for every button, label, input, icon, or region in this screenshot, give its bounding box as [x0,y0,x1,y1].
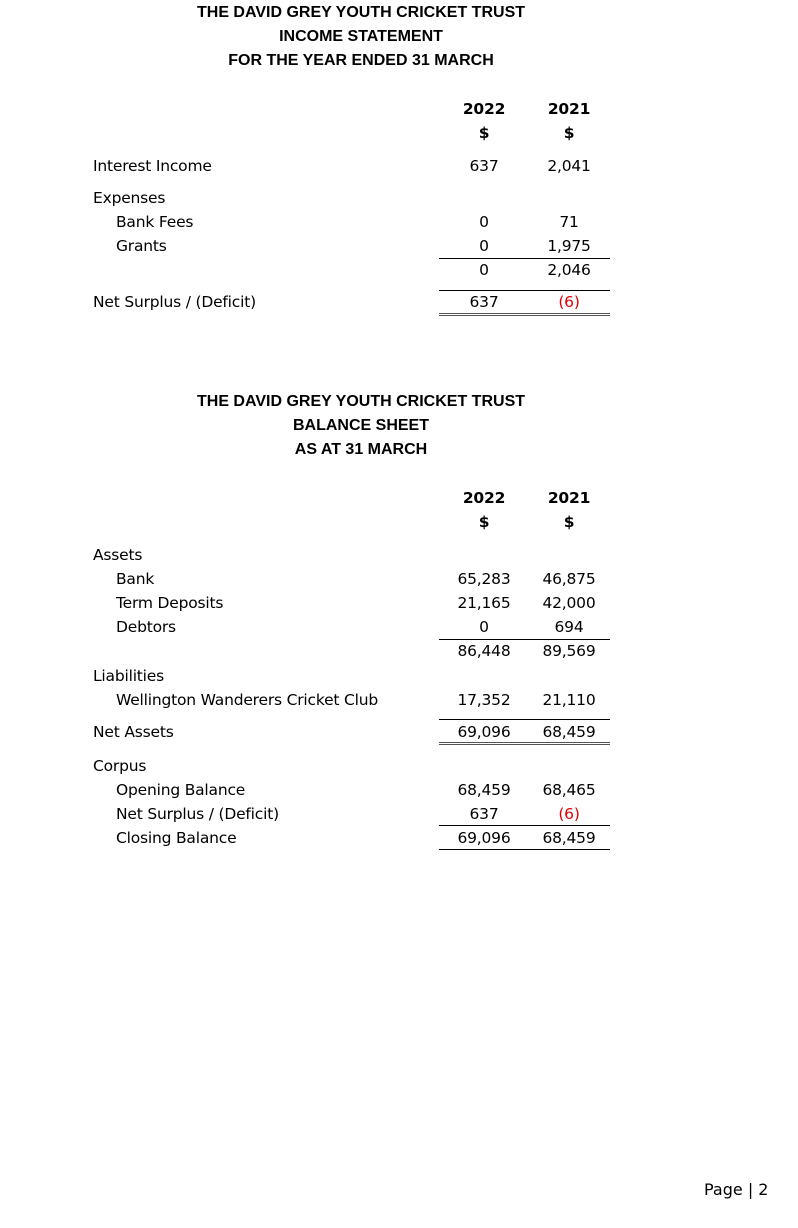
net-assets-2021: 68,459 [542,723,596,741]
grants-label: Grants [116,237,167,255]
net-assets-label: Net Assets [93,723,174,741]
bank-2021: 46,875 [542,570,596,588]
closing-balance-bottom-rule [439,849,610,850]
bs-col-header-2022: 2022 [462,489,506,507]
bank-2022: 65,283 [457,570,511,588]
net-surplus-label: Net Surplus / (Deficit) [93,293,256,311]
expenses-total-2022: 0 [479,261,489,279]
income-statement-period: FOR THE YEAR ENDED 31 MARCH [228,52,494,69]
closing-balance-top-rule [439,825,610,826]
net-surplus-2022: 637 [469,293,499,311]
debtors-2022: 0 [479,618,489,636]
term-deposits-2021: 42,000 [542,594,596,612]
balance-sheet-title: BALANCE SHEET [292,417,429,434]
is-currency-2021: $ [563,124,575,142]
wwcc-label: Wellington Wanderers Cricket Club [116,691,379,709]
debtors-2021: 694 [554,618,584,636]
expenses-total-2021: 2,046 [547,261,591,279]
interest-income-2022: 637 [469,157,499,175]
assets-total-2022: 86,448 [457,642,511,660]
closing-balance-label: Closing Balance [116,829,237,847]
assets-label: Assets [93,546,143,564]
balance-sheet-org-title: THE DAVID GREY YOUTH CRICKET TRUST [196,393,526,410]
opening-balance-2021: 68,465 [542,781,596,799]
bank-fees-label: Bank Fees [116,213,194,231]
balance-sheet-date: AS AT 31 MARCH [294,441,428,458]
is-col-header-2022: 2022 [462,100,506,118]
bs-currency-2021: $ [563,513,575,531]
term-deposits-2022: 21,165 [457,594,511,612]
grants-2022: 0 [479,237,489,255]
bs-col-header-2021: 2021 [547,489,591,507]
net-assets-2022: 69,096 [457,723,511,741]
income-statement-title: INCOME STATEMENT [279,28,443,45]
closing-balance-2022: 69,096 [457,829,511,847]
income-statement-org-title: THE DAVID GREY YOUTH CRICKET TRUST [196,4,526,21]
is-col-header-2021: 2021 [547,100,591,118]
debtors-label: Debtors [116,618,176,636]
corpus-label: Corpus [93,757,147,775]
wwcc-2021: 21,110 [542,691,596,709]
bs-currency-2022: $ [478,513,490,531]
page-number: Page | 2 [704,1180,769,1199]
grants-2021: 1,975 [547,237,591,255]
net-surplus-double-rule [439,313,610,316]
bank-fees-2022: 0 [479,213,489,231]
corpus-net-surplus-2022: 637 [469,805,499,823]
liabilities-label: Liabilities [93,667,164,685]
bank-label: Bank [116,570,155,588]
wwcc-2022: 17,352 [457,691,511,709]
opening-balance-label: Opening Balance [116,781,246,799]
expenses-label: Expenses [93,189,166,207]
corpus-net-surplus-label: Net Surplus / (Deficit) [116,805,279,823]
net-surplus-top-rule [439,290,610,291]
assets-subtotal-rule [439,639,610,640]
interest-income-2021: 2,041 [547,157,591,175]
closing-balance-2021: 68,459 [542,829,596,847]
net-assets-double-rule [439,742,610,745]
interest-income-label: Interest Income [93,157,212,175]
bank-fees-2021: 71 [559,213,579,231]
is-currency-2022: $ [478,124,490,142]
net-assets-top-rule [439,719,610,720]
corpus-net-surplus-2021: (6) [558,805,580,823]
assets-total-2021: 89,569 [542,642,596,660]
expenses-subtotal-rule [439,258,610,259]
term-deposits-label: Term Deposits [116,594,224,612]
net-surplus-2021: (6) [558,293,580,311]
opening-balance-2022: 68,459 [457,781,511,799]
